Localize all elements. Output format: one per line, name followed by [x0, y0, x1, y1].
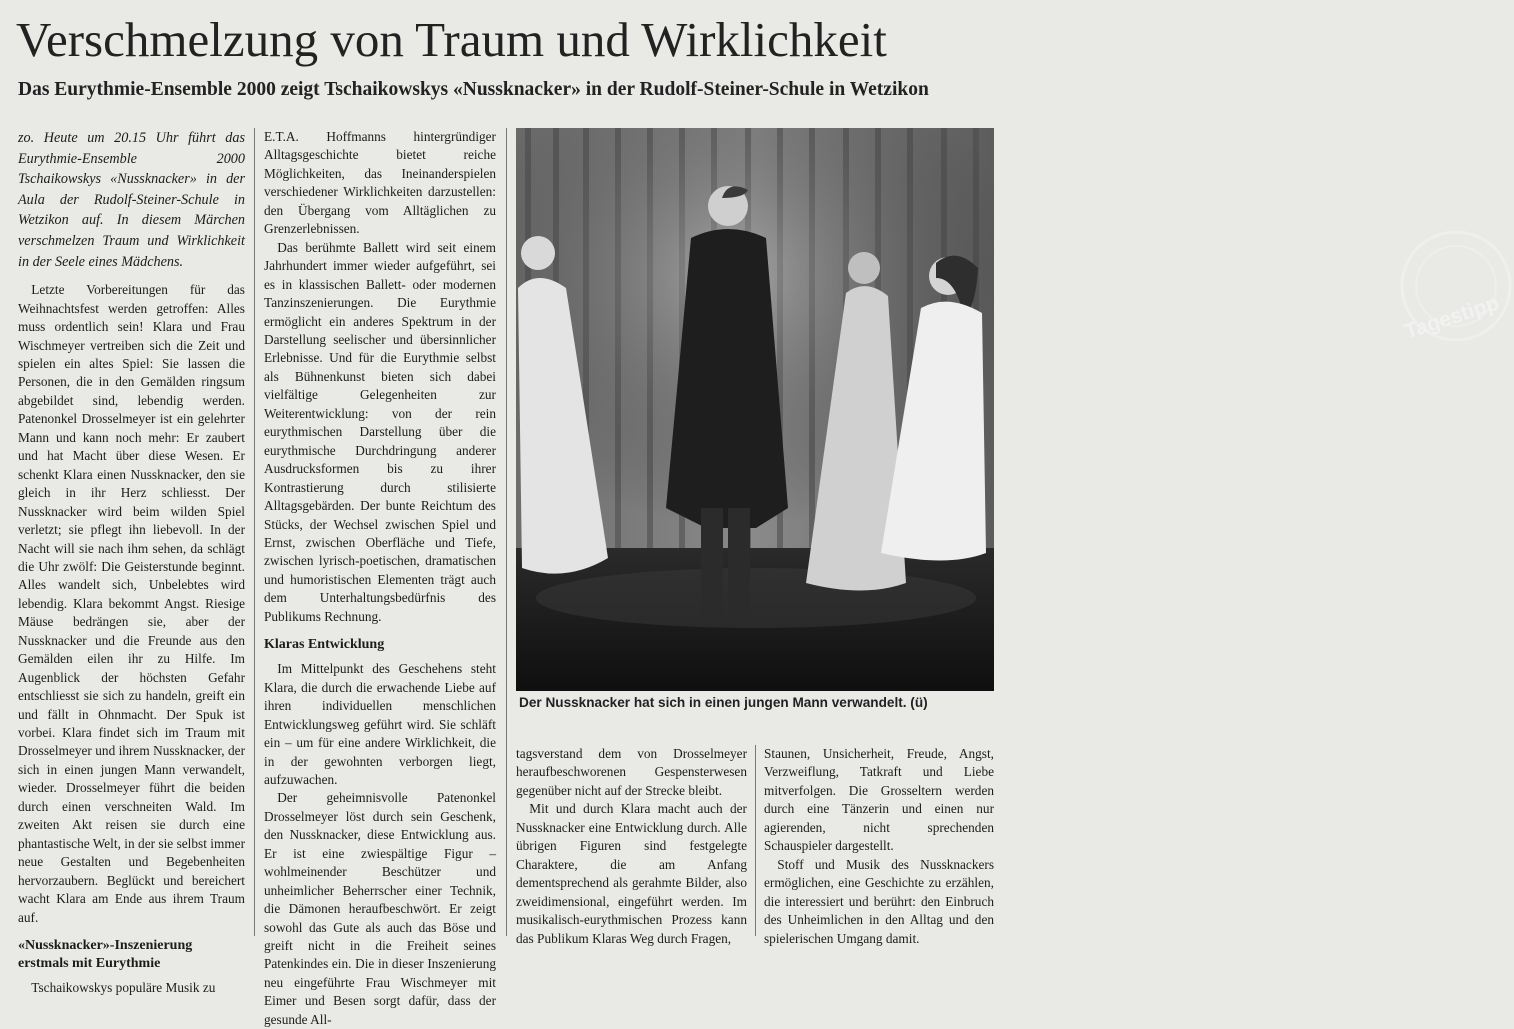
body-paragraph-7: Stoff und Musik des Nussknackers ermöglichen, eine Geschichte zu erzählen, die interessiert und berührt: den Einbruch des Unheimlichen in den Alltag und den spielerischen Umgang damit. — [764, 856, 994, 946]
stage-photo-illustration — [516, 128, 994, 691]
column-1 — [18, 128, 245, 996]
body-paragraph-5-end: tagsverstand dem von Drosselmeyer heraufbeschworenen Gespensterwesen gegenüber nicht auf der Strecke bleibt. — [516, 746, 747, 798]
column-4 — [764, 745, 994, 946]
subheadline: Das Eurythmie-Ensemble 2000 zeigt Tschaikowskys «Nussknacker» in der Rudolf-Steiner-Schule in Wetzikon — [18, 79, 929, 100]
column-divider — [506, 128, 507, 936]
tagestipp-stamp — [1394, 256, 1514, 352]
headline: Verschmelzung von Traum und Wirklichkeit — [16, 12, 887, 67]
column-divider — [254, 128, 255, 936]
column-divider — [755, 745, 756, 936]
body-paragraph-2-end: E.T.A. Hoffmanns hintergründiger Alltagsgeschichte bietet reiche Möglichkeiten, das Ineinanderspielen verschiedener Wirklichkeiten darzustellen: den Übergang vom Alltäglichen zu Grenzerlebnissen. — [264, 129, 496, 237]
stamp-icon — [1394, 256, 1514, 352]
body-paragraph-5-start: Der geheimnisvolle Patenonkel Drosselmeyer löst durch sein Geschenk, den Nussknacker, diese Entwicklung aus. Er ist eine zwiespältige Figur – wohlmeinender Beschützer und unheimlicher Beherrscher einer Technik, die Dämonen heraufbeschwört. Er zeigt sowohl das Gute als auch das Böse und greift nicht in die Freiheit seines Patenkindes ein. Die in dieser Inszenierung neu eingeführte Frau Wischmeyer mit Eimer und Besen sorgt dafür, dass der gesunde All- — [264, 790, 496, 1027]
section-heading-inszenierung: «Nussknacker»-Inszenierung erstmals mit Eurythmie — [18, 938, 193, 972]
body-paragraph-6-end: Staunen, Unsicherheit, Freude, Angst, Verzweiflung, Tatkraft und Liebe mitverfolgen. Die Grosseltern werden durch eine Tänzerin und einen nur agierenden, nicht sprechenden Schauspieler dargestellt. — [764, 746, 994, 854]
section-heading-klaras-entwicklung: Klaras Entwicklung — [264, 637, 385, 653]
body-paragraph-2-start: Tschaikowskys populäre Musik zu — [31, 980, 216, 996]
body-paragraph-1: Letzte Vorbereitungen für das Weihnachtsfest werden getroffen: Alles muss ordentlich sein! Klara und Frau Wischmeyer vertreiben sich die Zeit und spielen ein altes Spiel: Sie lassen die Personen, die in den Gemälden ringsum abgebildet sind, lebendig werden. Patenonkel Drosselmeyer ist ein gelehrter Mann und kann noch mehr: Er zaubert und hat Macht über diese Wesen. Er schenkt Klara einen Nussknacker, den sie gleich in ihr Herz schliesst. Der Nussknacker wird beim wilden Spiel verletzt; sie pflegt ihn liebevoll. In der Nacht will sie nach ihm sehen, da schlägt die Uhr zwölf: Die Geisterstunde beginnt. Alles wandelt sich, Unbelebtes wird lebendig. Klara bekommt Angst. Riesige Mäuse bedrängen sie, aber der Nussknacker und die Freunde aus den Gemälden eilen ihr zu Hilfe. Im Augenblick der höchsten Gefahr entschliesst sie sich zu handeln, greift ein und fällt in Ohnmacht. Der Spuk ist vorbei. Klara findet sich im Traum mit Drosselmeyer und ihrem Nussknacker, der sich in einen jungen Mann verwandelt, wieder. Drosselmeyer führt die beiden durch einen verschneiten Wald. Im zweiten Akt reisen sie durch eine phantastische Welt, in der sie selbst immer neue Gestalten und Begebenheiten hervorzaubern. Beglückt und bereichert wacht Klara am Ende aus ihrem Traum auf. — [18, 282, 245, 925]
stamp-label: Tagestipp — [1401, 291, 1502, 344]
body-paragraph-3: Das berühmte Ballett wird seit einem Jahrhundert immer wieder aufgeführt, sei es in klassischen Ballett- oder modernen Tanzinszenierungen. Die Eurythmie ermöglicht ein anderes Spektrum in der Darstellung seelischer und übersinnlicher Erlebnisse. Und für die Eurythmie selbst als Bühnenkunst bieten sich dabei vielfältige Gelegenheiten zur Weiterentwicklung: von der rein eurythmischen Darstellung über die eurythmische Durchdringung anderer Ausdrucksformen bis zu ihrer Kontrastierung durch stilisierte Alltagsgebärden. Der bunte Reichtum des Stücks, der Wechsel zwischen Spiel und Ernst, zwischen Oberfläche und Tiefe, zwischen lyrisch-poetischen, dramatischen und humoristischen Elementen trägt auch dem Unterhaltungsbedürfnis des Publikums Rechnung. — [264, 239, 496, 624]
body-paragraph-6-start: Mit und durch Klara macht auch der Nussknacker eine Entwicklung durch. Alle übrigen Figuren sind festgelegte Charaktere, die am Anfang dementsprechend als gerahmte Bilder, also zweidimensional, eingeführt werden. Im musikalisch-eurythmischen Prozess kann das Publikum Klaras Weg durch Fragen, — [516, 801, 747, 946]
stage-photo — [516, 128, 1502, 691]
intro-paragraph: zo. Heute um 20.15 Uhr führt das Eurythmie-Ensemble 2000 Tschaikowskys «Nussknacker» in der Aula der Rudolf-Steiner-Schule in Wetzikon auf. In diesem Märchen verschmelzen Traum und Wirklichkeit in der Seele eines Mädchens. — [18, 130, 245, 270]
column-2 — [264, 128, 496, 1027]
photo-caption: Der Nussknacker hat sich in einen jungen Mann verwandelt. (ü) — [519, 695, 928, 710]
column-3 — [516, 745, 747, 946]
body-paragraph-4: Im Mittelpunkt des Geschehens steht Klara, die durch die erwachende Liebe auf ihren individuellen menschlichen Entwicklungsweg geführt wird. Sie schläft ein – um für eine andere Wirklichkeit, die in der gewohnten verborgen liegt, aufzuwachen. — [264, 661, 496, 787]
